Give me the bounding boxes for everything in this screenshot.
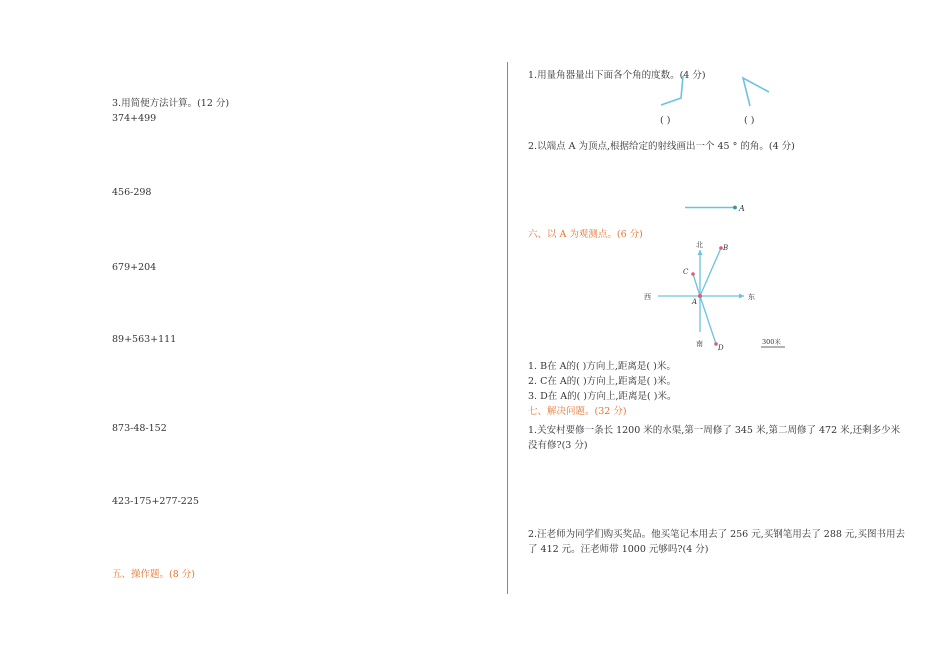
fill-item-3: 3. D在 A的( )方向上,距离是( )米。	[528, 391, 677, 402]
question-1: 1.用量角器量出下面各个角的度数。(4 分)	[528, 70, 706, 81]
angle-figure-2	[736, 74, 776, 112]
label-point-c: C	[683, 268, 689, 276]
ray-ad	[700, 296, 716, 344]
scale-label: 300米	[762, 338, 781, 346]
ray-ac	[693, 274, 700, 296]
exercise-3: 679+204	[112, 262, 157, 273]
compass-diagram	[640, 238, 790, 354]
section-5-title: 五、操作题。(8 分)	[112, 569, 195, 580]
column-divider	[507, 62, 508, 594]
question-2: 2.以端点 A 为顶点,根据给定的射线画出一个 45 ° 的角。(4 分)	[528, 141, 795, 152]
ray-ab	[700, 248, 721, 296]
section-3-title: 3.用简便方法计算。(12 分)	[112, 98, 230, 109]
problem-1: 1.关安村要修一条长 1200 米的水渠,第一周修了 345 米,第二周修了 472 米,还剩多少米没有修?(3 分)	[528, 425, 901, 451]
label-point-b: B	[723, 244, 729, 252]
east-arrow-icon	[739, 294, 744, 299]
angle-figure-1	[655, 72, 690, 112]
ray-label-a: A	[739, 204, 745, 213]
section-7-title: 七、解决问题。(32 分)	[528, 406, 627, 417]
section-6-title: 六、以 A 为观测点。(6 分)	[528, 229, 643, 240]
answer-blank-1: ( )	[660, 115, 671, 126]
fill-item-2: 2. C在 A的( )方向上,距离是( )米。	[528, 376, 677, 387]
exercise-5: 873-48-152	[112, 423, 167, 434]
fill-item-1: 1. B在 A的( )方向上,距离是( )米。	[528, 361, 676, 372]
exercise-2: 456-298	[112, 187, 152, 198]
exercise-1: 374+499	[112, 113, 157, 124]
problem-2: 2.汪老师为同学们购买奖品。他买笔记本用去了 256 元,买钢笔用去了 288 元,买图书用去了 412 元。汪老师带 1000 元够吗?(4 分)	[528, 529, 905, 555]
answer-blank-2: ( )	[744, 115, 755, 126]
label-point-a: A	[692, 298, 698, 306]
exercise-6: 423-175+277-225	[112, 496, 199, 507]
label-point-d: D	[718, 344, 724, 352]
given-ray	[684, 200, 750, 216]
point-a-marker	[698, 294, 702, 298]
label-north: 北	[696, 241, 703, 249]
label-west: 西	[644, 293, 651, 301]
north-arrow-icon	[698, 250, 703, 255]
label-east: 东	[748, 293, 755, 301]
exercise-4: 89+563+111	[112, 334, 177, 345]
label-south: 南	[696, 340, 703, 348]
point-c-marker	[691, 272, 695, 276]
